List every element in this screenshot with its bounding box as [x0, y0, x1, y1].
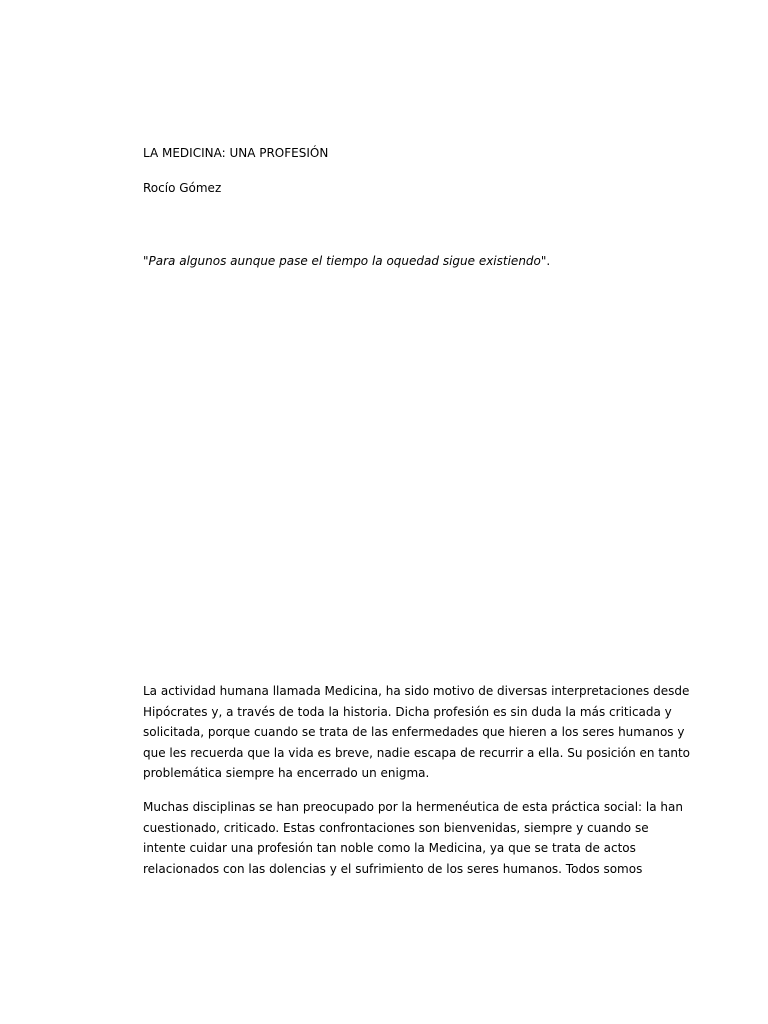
paragraph-line: Hipócrates y, a través de toda la historia. Dicha profesión es sin duda la más criticada y	[143, 704, 672, 719]
document-author: Rocío Gómez	[143, 181, 222, 195]
paragraph-2	[143, 797, 683, 879]
paragraph-line: relacionados con las dolencias y el sufrimiento de los seres humanos. Todos somos	[143, 861, 643, 876]
paragraph-line: que les recuerda que la vida es breve, nadie escapa de recurrir a ella. Su posición en tanto	[143, 745, 691, 760]
paragraph-line: cuestionado, criticado. Estas confrontaciones son bienvenidas, siempre y cuando se	[143, 820, 649, 835]
paragraph-line: intente cuidar una profesión tan noble como la Medicina, ya que se trata de actos	[143, 841, 636, 855]
document-title: LA MEDICINA: UNA PROFESIÓN	[143, 146, 329, 160]
epigraph-text: Para algunos aunque pase el tiempo la oquedad sigue existiendo	[148, 254, 541, 268]
epigraph-open-quote: "	[143, 254, 149, 268]
paragraph-line: solicitada, porque cuando se trata de las enfermedades que hieren a los seres humanos y	[143, 725, 685, 739]
paragraph-1	[143, 681, 691, 784]
epigraph	[143, 254, 550, 268]
epigraph-close-quote: ".	[540, 254, 551, 268]
paragraph-line: La actividad humana llamada Medicina, ha sido motivo de diversas interpretaciones desde	[143, 684, 690, 698]
paragraph-line: problemática siempre ha encerrado un enigma.	[143, 766, 430, 780]
paragraph-line: Muchas disciplinas se han preocupado por la hermenéutica de esta práctica social: la han	[143, 800, 683, 814]
